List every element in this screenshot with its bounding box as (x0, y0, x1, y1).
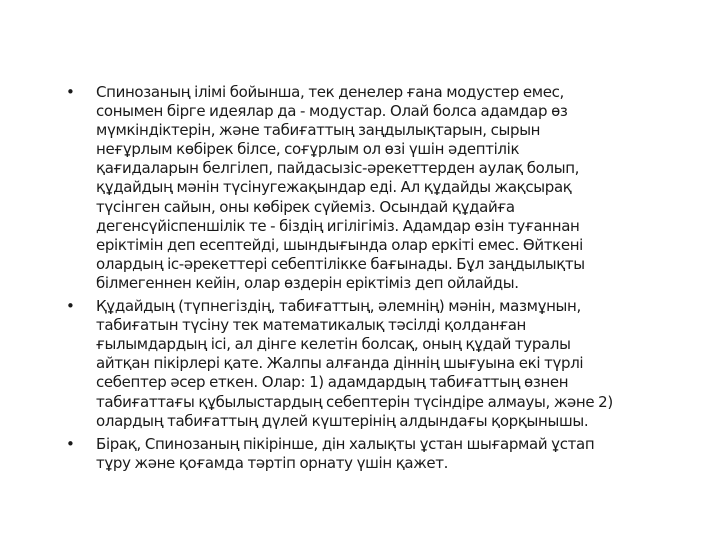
text-line: ғылымдардың ісі, ал дінге келетін болсақ, оның құдай туралы (96, 335, 571, 354)
text-line: табиғатын түсіну тек математикалық тәсілді қолданған (96, 316, 527, 335)
text-line: түсінген сайын, оны көбірек сүйеміз. Осындай құдайға (96, 197, 515, 216)
bullet-item-3 (66, 435, 706, 473)
text-line: сонымен бірге идеялар да - модустар. Олай болса адамдар өз (96, 102, 568, 121)
text-line: Спинозаның ілімі бойынша, тек денелер ғана модустер емес, (96, 83, 564, 101)
text-line: Бірақ, Спинозаның пікірінше, дін халықты ұстан шығармай ұстап (96, 434, 595, 453)
text-line: еріктімін деп есептейді, шындығында олар еркіті емес. Өйткені (96, 235, 584, 254)
text-line: неғұрлым көбірек білсе, соғұрлым ол өзі үшін әдептілік (96, 140, 520, 159)
bullet-marker: • (66, 434, 75, 453)
text-line: айтқан пікірлері қате. Жалпы алғанда діннің шығуына екі түрлі (96, 354, 584, 373)
text-line: білмегеннен кейін, олар өздерін еріктіміз деп ойлайды. (96, 273, 519, 292)
text-line: қағидаларын белгілеп, пайдасызіс-әрекеттерден аулақ болып, (96, 159, 580, 178)
text-line: дегенсүйіспеншілік те - біздің игілігіміз. Адамдар өзін туғаннан (96, 216, 580, 235)
text-line: құдайдың мәнін түсінугежақындар еді. Ал құдайды жақсырақ (96, 178, 572, 197)
text-line: олардың табиғаттың дүлей күштерінің алдындағы қорқынышы. (96, 411, 589, 430)
text-line: себептер әсер еткен. Олар: 1) адамдардың табиғаттың өзнен (96, 373, 569, 392)
bullet-marker: • (66, 83, 75, 101)
bullet-text (96, 297, 706, 431)
bullet-list (66, 83, 706, 477)
bullet-item-1 (66, 83, 706, 293)
text-line: олардың іс-әрекеттері себептілікке бағынады. Бұл заңдылықты (96, 254, 585, 273)
text-line: тұру және қоғамда тәртіп орнату үшін қажет. (96, 453, 449, 472)
text-line: табиғаттағы құбылыстардың себептерін түсіндіре алмауы, және 2) (96, 392, 613, 411)
text-line: Құдайдың (түпнегіздің, табиғаттың, әлемнің) мәнін, мазмұнын, (96, 297, 581, 316)
bullet-text (96, 435, 706, 473)
bullet-item-2 (66, 297, 706, 431)
bullet-marker: • (66, 297, 75, 316)
bullet-text (96, 83, 706, 293)
text-line: мүмкіндіктерін, және табиғаттың заңдылықтарын, сырын (96, 121, 541, 140)
